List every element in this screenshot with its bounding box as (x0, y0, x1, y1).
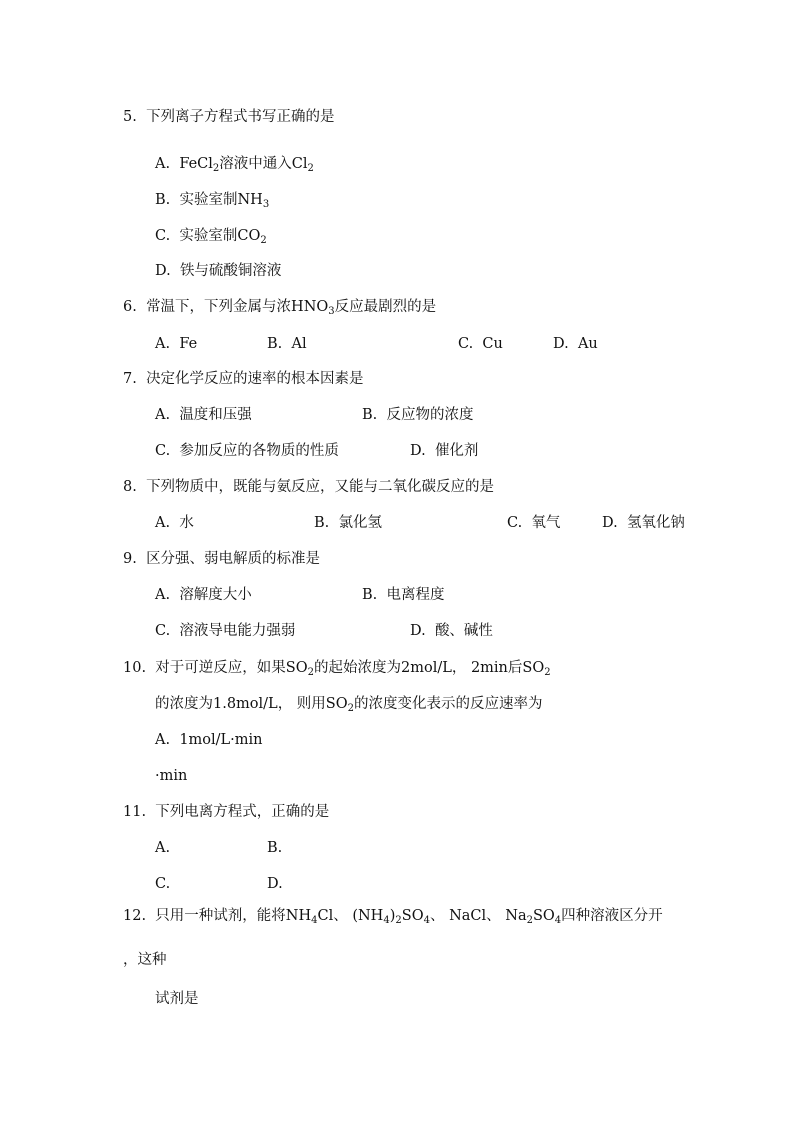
q5-option-a[interactable] (155, 155, 314, 173)
q12-number: 12. (123, 908, 147, 924)
q12-line1-part-c: ) (389, 908, 396, 924)
q5-option-b-letter: B. (155, 192, 171, 208)
q6-stem-line (123, 298, 436, 316)
q11-option-d-letter: D. (267, 876, 283, 892)
q8-stem-line (123, 478, 494, 496)
q12-line1-sub-3: 2 (395, 915, 402, 926)
q10-stem-line-1 (123, 659, 551, 677)
q9-stem: 区分强、弱电解质的标准是 (146, 551, 321, 567)
q8-option-d-letter: D. (602, 515, 618, 531)
q10-line1-part-2: 的起始浓度为2mol/L， 2min后SO (313, 660, 545, 676)
q8-option-c[interactable] (507, 514, 560, 532)
q7-option-b-text: 反应物的浓度 (386, 407, 474, 423)
q10-option-a-text: 1mol/L·min (179, 732, 263, 748)
q5-option-b-sub: 3 (262, 199, 270, 210)
q8-option-a-text: 水 (179, 515, 194, 531)
q6-number: 6. (123, 299, 137, 315)
q9-option-a[interactable] (155, 586, 252, 604)
q12-stem-line-1 (123, 907, 663, 925)
q7-option-a-letter: A. (155, 407, 171, 423)
q6-option-c-text: Cu (482, 336, 503, 352)
q7-option-b[interactable] (362, 406, 473, 424)
q6-option-d-letter: D. (553, 336, 569, 352)
q5-option-a-letter: A. (155, 156, 171, 172)
q6-option-b[interactable] (267, 335, 307, 353)
q9-option-b-text: 电离程度 (386, 587, 445, 603)
q9-number: 9. (123, 551, 137, 567)
q5-number: 5. (123, 109, 137, 125)
q5-option-c-sub: 2 (260, 235, 267, 246)
q8-option-d-text: 氢氧化钠 (626, 515, 685, 531)
q6-option-a[interactable] (155, 335, 197, 353)
q10-line1-part-1: 对于可逆反应，如果SO (155, 660, 308, 676)
q12-line1-part-f: SO (532, 908, 555, 924)
q10-line1-sub-2: 2 (544, 667, 551, 678)
q11-stem: 下列电离方程式，正确的是 (155, 804, 330, 820)
q9-option-a-letter: A. (155, 587, 171, 603)
q11-option-c[interactable] (155, 875, 170, 893)
q8-stem: 下列物质中，既能与氨反应，又能与二氧化碳反应的是 (146, 479, 495, 495)
q5-option-d-letter: D. (155, 263, 171, 279)
q5-option-c-letter: C. (155, 228, 171, 244)
q5-option-c-text: 实验室制CO (179, 228, 261, 244)
q10-number: 10. (123, 660, 147, 676)
q5-option-c[interactable] (155, 227, 267, 245)
q9-option-b-letter: B. (362, 587, 378, 603)
q5-option-a-text-1: FeCl (179, 156, 213, 172)
q6-stem-part-1: 常温下，下列金属与浓HNO (146, 299, 329, 315)
q9-option-b[interactable] (362, 586, 444, 604)
q12-line1-sub-4: 4 (423, 915, 430, 926)
q9-option-c-letter: C. (155, 623, 171, 639)
q10-option-a-letter: A. (155, 732, 171, 748)
q12-line1-sub-1: 4 (311, 915, 318, 926)
q7-option-c-text: 参加反应的各物质的性质 (179, 443, 339, 459)
q7-option-d[interactable] (410, 442, 478, 460)
q6-option-b-text: Al (291, 336, 307, 352)
q8-option-c-text: 氧气 (531, 515, 561, 531)
q11-number: 11. (123, 804, 147, 820)
q9-option-d[interactable] (410, 622, 493, 640)
q7-option-a[interactable] (155, 406, 252, 424)
q10-line1-sub-1: 2 (307, 667, 314, 678)
q11-option-a-letter: A. (155, 840, 171, 856)
q5-option-d[interactable] (155, 262, 281, 280)
q12-line1-part-d: SO (401, 908, 424, 924)
q7-option-c-letter: C. (155, 443, 171, 459)
q6-option-b-letter: B. (267, 336, 283, 352)
q7-option-c[interactable] (155, 442, 339, 460)
q10-stem-line-2 (155, 695, 543, 713)
q8-option-b-letter: B. (314, 515, 330, 531)
q12-stem-line-3 (155, 990, 199, 1008)
q10-line2-part-1: 的浓度为1.8mol/L， 则用SO (155, 696, 348, 712)
q5-option-d-text: 铁与硫酸铜溶液 (179, 263, 282, 279)
q12-line1-part-b: Cl、 (NH (317, 908, 384, 924)
q12-line-3-text: 试剂是 (155, 991, 199, 1007)
q5-option-b-text: 实验室制NH (179, 192, 263, 208)
q11-option-a[interactable] (155, 839, 170, 857)
q9-option-a-text: 溶解度大小 (179, 587, 252, 603)
q9-option-c[interactable] (155, 622, 295, 640)
q7-number: 7. (123, 371, 137, 387)
q5-option-a-text-2: 溶液中通入Cl (219, 156, 308, 172)
q12-line1-sub-6: 4 (554, 915, 562, 926)
q10-line2-sub: 2 (347, 703, 354, 714)
q5-option-a-sub-2: 2 (307, 163, 314, 174)
q5-option-a-sub-1: 2 (212, 163, 220, 174)
q7-option-d-text: 催化剂 (434, 443, 479, 459)
q6-option-d-text: Au (577, 336, 598, 352)
q6-option-c[interactable] (458, 335, 503, 353)
q7-option-a-text: 温度和压强 (179, 407, 252, 423)
q5-stem-line (123, 108, 335, 126)
q6-option-c-letter: C. (458, 336, 474, 352)
q12-line1-sub-2: 4 (383, 915, 390, 926)
q12-line1-part-a: 只用一种试剂，能将NH (155, 908, 312, 924)
q8-option-c-letter: C. (507, 515, 523, 531)
q11-option-d[interactable] (267, 875, 283, 893)
q12-line1-sub-5: 2 (526, 915, 533, 926)
q9-stem-line (123, 550, 320, 568)
q8-option-d[interactable] (602, 514, 685, 532)
q7-option-d-letter: D. (410, 443, 426, 459)
q9-option-c-text: 溶液导电能力强弱 (179, 623, 296, 639)
q6-option-d[interactable] (553, 335, 598, 353)
q8-option-b[interactable] (314, 514, 382, 532)
q8-number: 8. (123, 479, 137, 495)
q6-stem-part-2: 反应最剧烈的是 (334, 299, 437, 315)
q7-stem-line (123, 370, 364, 388)
q12-line1-part-g: 四种溶液区分开 (561, 908, 663, 924)
q11-option-c-letter: C. (155, 876, 171, 892)
q7-option-b-letter: B. (362, 407, 378, 423)
q12-stem-line-2 (123, 951, 167, 969)
q12-line1-part-e: 、 NaCl、 Na (429, 908, 527, 924)
q6-stem-sub: 3 (328, 306, 335, 317)
q12-line-2-text: ，这种 (123, 952, 167, 968)
q8-option-b-text: 氯化氢 (338, 515, 382, 531)
q6-option-a-text: Fe (179, 336, 198, 352)
q9-option-d-letter: D. (410, 623, 426, 639)
q10-option-a[interactable] (155, 731, 263, 749)
q5-stem: 下列离子方程式书写正确的是 (146, 109, 335, 125)
q8-option-a[interactable] (155, 514, 194, 532)
q10-line-4-text: ·min (155, 768, 188, 784)
q5-option-b[interactable] (155, 191, 269, 209)
q10-line2-part-2: 的浓度变化表示的反应速率为 (354, 696, 543, 712)
q10-line-4 (155, 767, 187, 785)
q7-stem: 决定化学反应的速率的根本因素是 (146, 371, 364, 387)
q9-option-d-text: 酸、碱性 (434, 623, 493, 639)
q11-option-b[interactable] (267, 839, 282, 857)
q11-stem-line (123, 803, 329, 821)
q11-option-b-letter: B. (267, 840, 283, 856)
q8-option-a-letter: A. (155, 515, 171, 531)
q6-option-a-letter: A. (155, 336, 171, 352)
